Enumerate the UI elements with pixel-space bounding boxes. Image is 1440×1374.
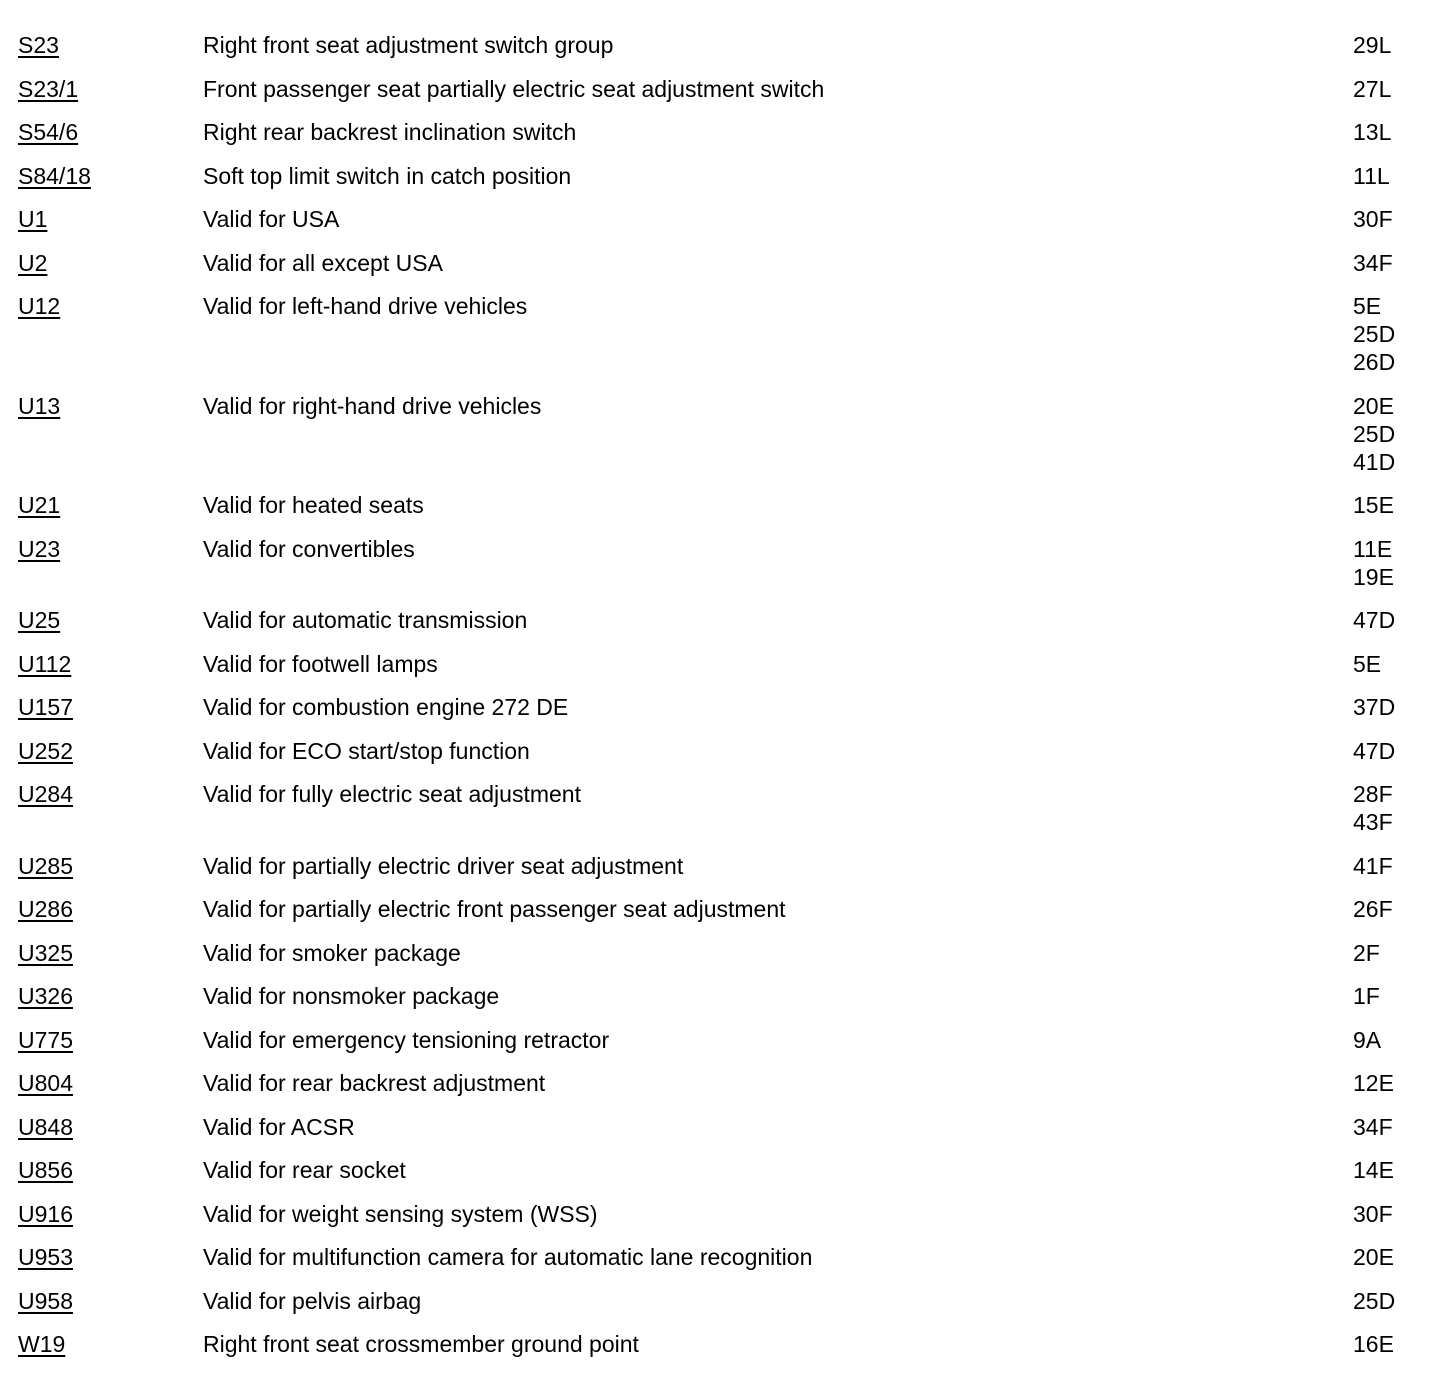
grid-reference: 34F	[1353, 1113, 1393, 1140]
component-description: Valid for footwell lamps	[203, 650, 438, 677]
grid-reference: 16E	[1353, 1331, 1394, 1357]
grid-reference: 26D	[1353, 349, 1396, 375]
grid-reference: 20E	[1353, 392, 1394, 419]
legend-row	[18, 534, 1418, 606]
component-description: Valid for ACSR	[203, 1113, 355, 1140]
component-code-link[interactable]: U112	[18, 650, 72, 677]
component-description: Valid for heated seats	[203, 492, 424, 518]
grid-reference: 9A	[1353, 1026, 1382, 1053]
component-description: Valid for all except USA	[203, 249, 443, 276]
grid-reference: 25D	[1353, 420, 1396, 447]
legend-row	[18, 1155, 1418, 1199]
component-description: Valid for convertibles	[203, 535, 415, 562]
grid-reference: 41F	[1353, 852, 1393, 879]
grid-references	[1353, 31, 1391, 59]
component-description: Right front seat crossmember ground point	[203, 1331, 639, 1357]
legend-row	[18, 649, 1418, 693]
grid-references	[1353, 982, 1380, 1010]
component-code-link[interactable]: U23	[18, 535, 61, 562]
grid-references	[1353, 75, 1391, 103]
grid-references	[1353, 1287, 1395, 1315]
grid-reference: 28F	[1353, 781, 1393, 807]
legend-row	[18, 692, 1418, 736]
component-code-link[interactable]: W19	[18, 1331, 66, 1357]
grid-references	[1353, 1026, 1381, 1054]
grid-reference: 14E	[1353, 1157, 1394, 1183]
component-description: Valid for automatic transmission	[203, 607, 528, 633]
component-description: Valid for fully electric seat adjustment	[203, 781, 581, 807]
grid-reference: 5E	[1353, 650, 1382, 677]
legend-row	[18, 851, 1418, 895]
component-code-link[interactable]: U325	[18, 939, 73, 966]
grid-reference: 43F	[1353, 809, 1393, 835]
component-description: Valid for rear socket	[203, 1157, 406, 1183]
grid-references	[1353, 1156, 1394, 1184]
grid-reference: 30F	[1353, 1200, 1393, 1227]
component-description: Valid for ECO start/stop function	[203, 737, 530, 764]
legend-row	[18, 204, 1418, 248]
legend-row	[18, 938, 1418, 982]
component-description: Right front seat adjustment switch group	[203, 32, 614, 58]
component-description: Valid for combustion engine 272 DE	[203, 694, 569, 720]
component-code-link[interactable]: U848	[18, 1113, 73, 1140]
grid-references	[1353, 491, 1394, 519]
component-description: Valid for nonsmoker package	[203, 983, 500, 1009]
component-code-link[interactable]: U856	[18, 1157, 73, 1183]
grid-references	[1353, 650, 1381, 678]
component-description: Valid for pelvis airbag	[203, 1287, 422, 1314]
grid-references	[1353, 392, 1395, 476]
component-description: Valid for multifunction camera for automatic lane recognition	[203, 1244, 813, 1270]
grid-references	[1353, 780, 1393, 836]
grid-reference: 37D	[1353, 694, 1396, 720]
grid-references	[1353, 205, 1393, 233]
grid-reference: 25D	[1353, 321, 1396, 347]
component-code-link[interactable]: U2	[18, 249, 48, 276]
component-code-link[interactable]: U326	[18, 983, 73, 1009]
grid-reference: 1F	[1353, 983, 1380, 1009]
grid-references	[1353, 693, 1395, 721]
grid-reference: 26F	[1353, 896, 1393, 922]
component-description: Valid for USA	[203, 206, 340, 232]
grid-references	[1353, 1200, 1393, 1228]
component-code-link[interactable]: S23	[18, 32, 59, 58]
legend-row	[18, 1199, 1418, 1243]
legend-row	[18, 490, 1418, 534]
grid-reference: 47D	[1353, 607, 1396, 633]
component-description: Soft top limit switch in catch position	[203, 162, 572, 189]
component-code-link[interactable]: U775	[18, 1026, 73, 1053]
component-code-link[interactable]: U286	[18, 896, 73, 922]
grid-reference: 15E	[1353, 492, 1394, 518]
legend-row	[18, 117, 1418, 161]
grid-references	[1353, 1069, 1394, 1097]
legend-row	[18, 391, 1418, 491]
grid-references	[1353, 118, 1391, 146]
component-code-link[interactable]: U13	[18, 392, 61, 419]
legend-row	[18, 1068, 1418, 1112]
legend-table	[18, 30, 1418, 1373]
component-code-link[interactable]: U21	[18, 492, 61, 518]
component-code-link[interactable]: S84/18	[18, 162, 91, 189]
legend-row	[18, 291, 1418, 391]
component-description: Valid for right-hand drive vehicles	[203, 392, 542, 419]
component-description: Valid for partially electric driver seat adjustment	[203, 852, 684, 879]
component-code-link[interactable]: S54/6	[18, 119, 79, 145]
component-description: Valid for partially electric front passenger seat adjustment	[203, 896, 786, 922]
component-description: Valid for rear backrest adjustment	[203, 1070, 546, 1096]
grid-references	[1353, 606, 1395, 634]
component-code-link[interactable]: U958	[18, 1287, 73, 1314]
grid-reference: 30F	[1353, 206, 1393, 232]
grid-reference: 19E	[1353, 563, 1394, 590]
component-code-link[interactable]: U157	[18, 694, 73, 720]
grid-references	[1353, 162, 1390, 190]
legend-row	[18, 74, 1418, 118]
grid-reference: 34F	[1353, 249, 1393, 276]
component-description: Right rear backrest inclination switch	[203, 119, 577, 145]
grid-references	[1353, 292, 1395, 376]
grid-reference: 25D	[1353, 1287, 1396, 1314]
component-code-link[interactable]: U12	[18, 293, 61, 319]
component-code-link[interactable]: U284	[18, 781, 73, 807]
legend-row	[18, 736, 1418, 780]
legend-row	[18, 894, 1418, 938]
component-code-link[interactable]: U804	[18, 1070, 73, 1096]
component-code-link[interactable]: U953	[18, 1244, 73, 1270]
legend-row	[18, 248, 1418, 292]
grid-reference: 27L	[1353, 75, 1392, 102]
grid-references	[1353, 1330, 1394, 1358]
grid-reference: 47D	[1353, 737, 1396, 764]
grid-reference: 13L	[1353, 119, 1392, 145]
grid-references	[1353, 535, 1394, 591]
component-code-link[interactable]: U25	[18, 607, 61, 633]
grid-reference: 20E	[1353, 1244, 1394, 1270]
grid-reference: 2F	[1353, 939, 1380, 966]
component-code-link[interactable]: U252	[18, 737, 73, 764]
legend-row	[18, 161, 1418, 205]
component-description: Valid for emergency tensioning retractor	[203, 1026, 610, 1053]
component-description: Front passenger seat partially electric seat adjustment switch	[203, 75, 825, 102]
grid-reference: 12E	[1353, 1070, 1394, 1096]
legend-row	[18, 30, 1418, 74]
component-description: Valid for smoker package	[203, 939, 461, 966]
legend-row	[18, 1286, 1418, 1330]
component-code-link[interactable]: U916	[18, 1200, 73, 1227]
grid-references	[1353, 737, 1395, 765]
grid-reference: 29L	[1353, 32, 1392, 58]
component-code-link[interactable]: U1	[18, 206, 48, 232]
component-code-link[interactable]: S23/1	[18, 75, 79, 102]
grid-references	[1353, 852, 1393, 880]
component-description: Valid for weight sensing system (WSS)	[203, 1200, 598, 1227]
grid-references	[1353, 1113, 1393, 1141]
component-description: Valid for left-hand drive vehicles	[203, 293, 528, 319]
legend-row	[18, 1025, 1418, 1069]
legend-row	[18, 779, 1418, 851]
grid-reference: 11L	[1353, 162, 1390, 189]
legend-row	[18, 605, 1418, 649]
legend-row	[18, 981, 1418, 1025]
legend-row	[18, 1329, 1418, 1373]
legend-row	[18, 1112, 1418, 1156]
grid-reference: 11E	[1353, 535, 1393, 562]
grid-references	[1353, 939, 1380, 967]
legend-row	[18, 1242, 1418, 1286]
component-code-link[interactable]: U285	[18, 852, 73, 879]
grid-reference: 5E	[1353, 293, 1382, 319]
grid-references	[1353, 1243, 1394, 1271]
grid-reference: 41D	[1353, 448, 1396, 475]
grid-references	[1353, 249, 1393, 277]
grid-references	[1353, 895, 1393, 923]
